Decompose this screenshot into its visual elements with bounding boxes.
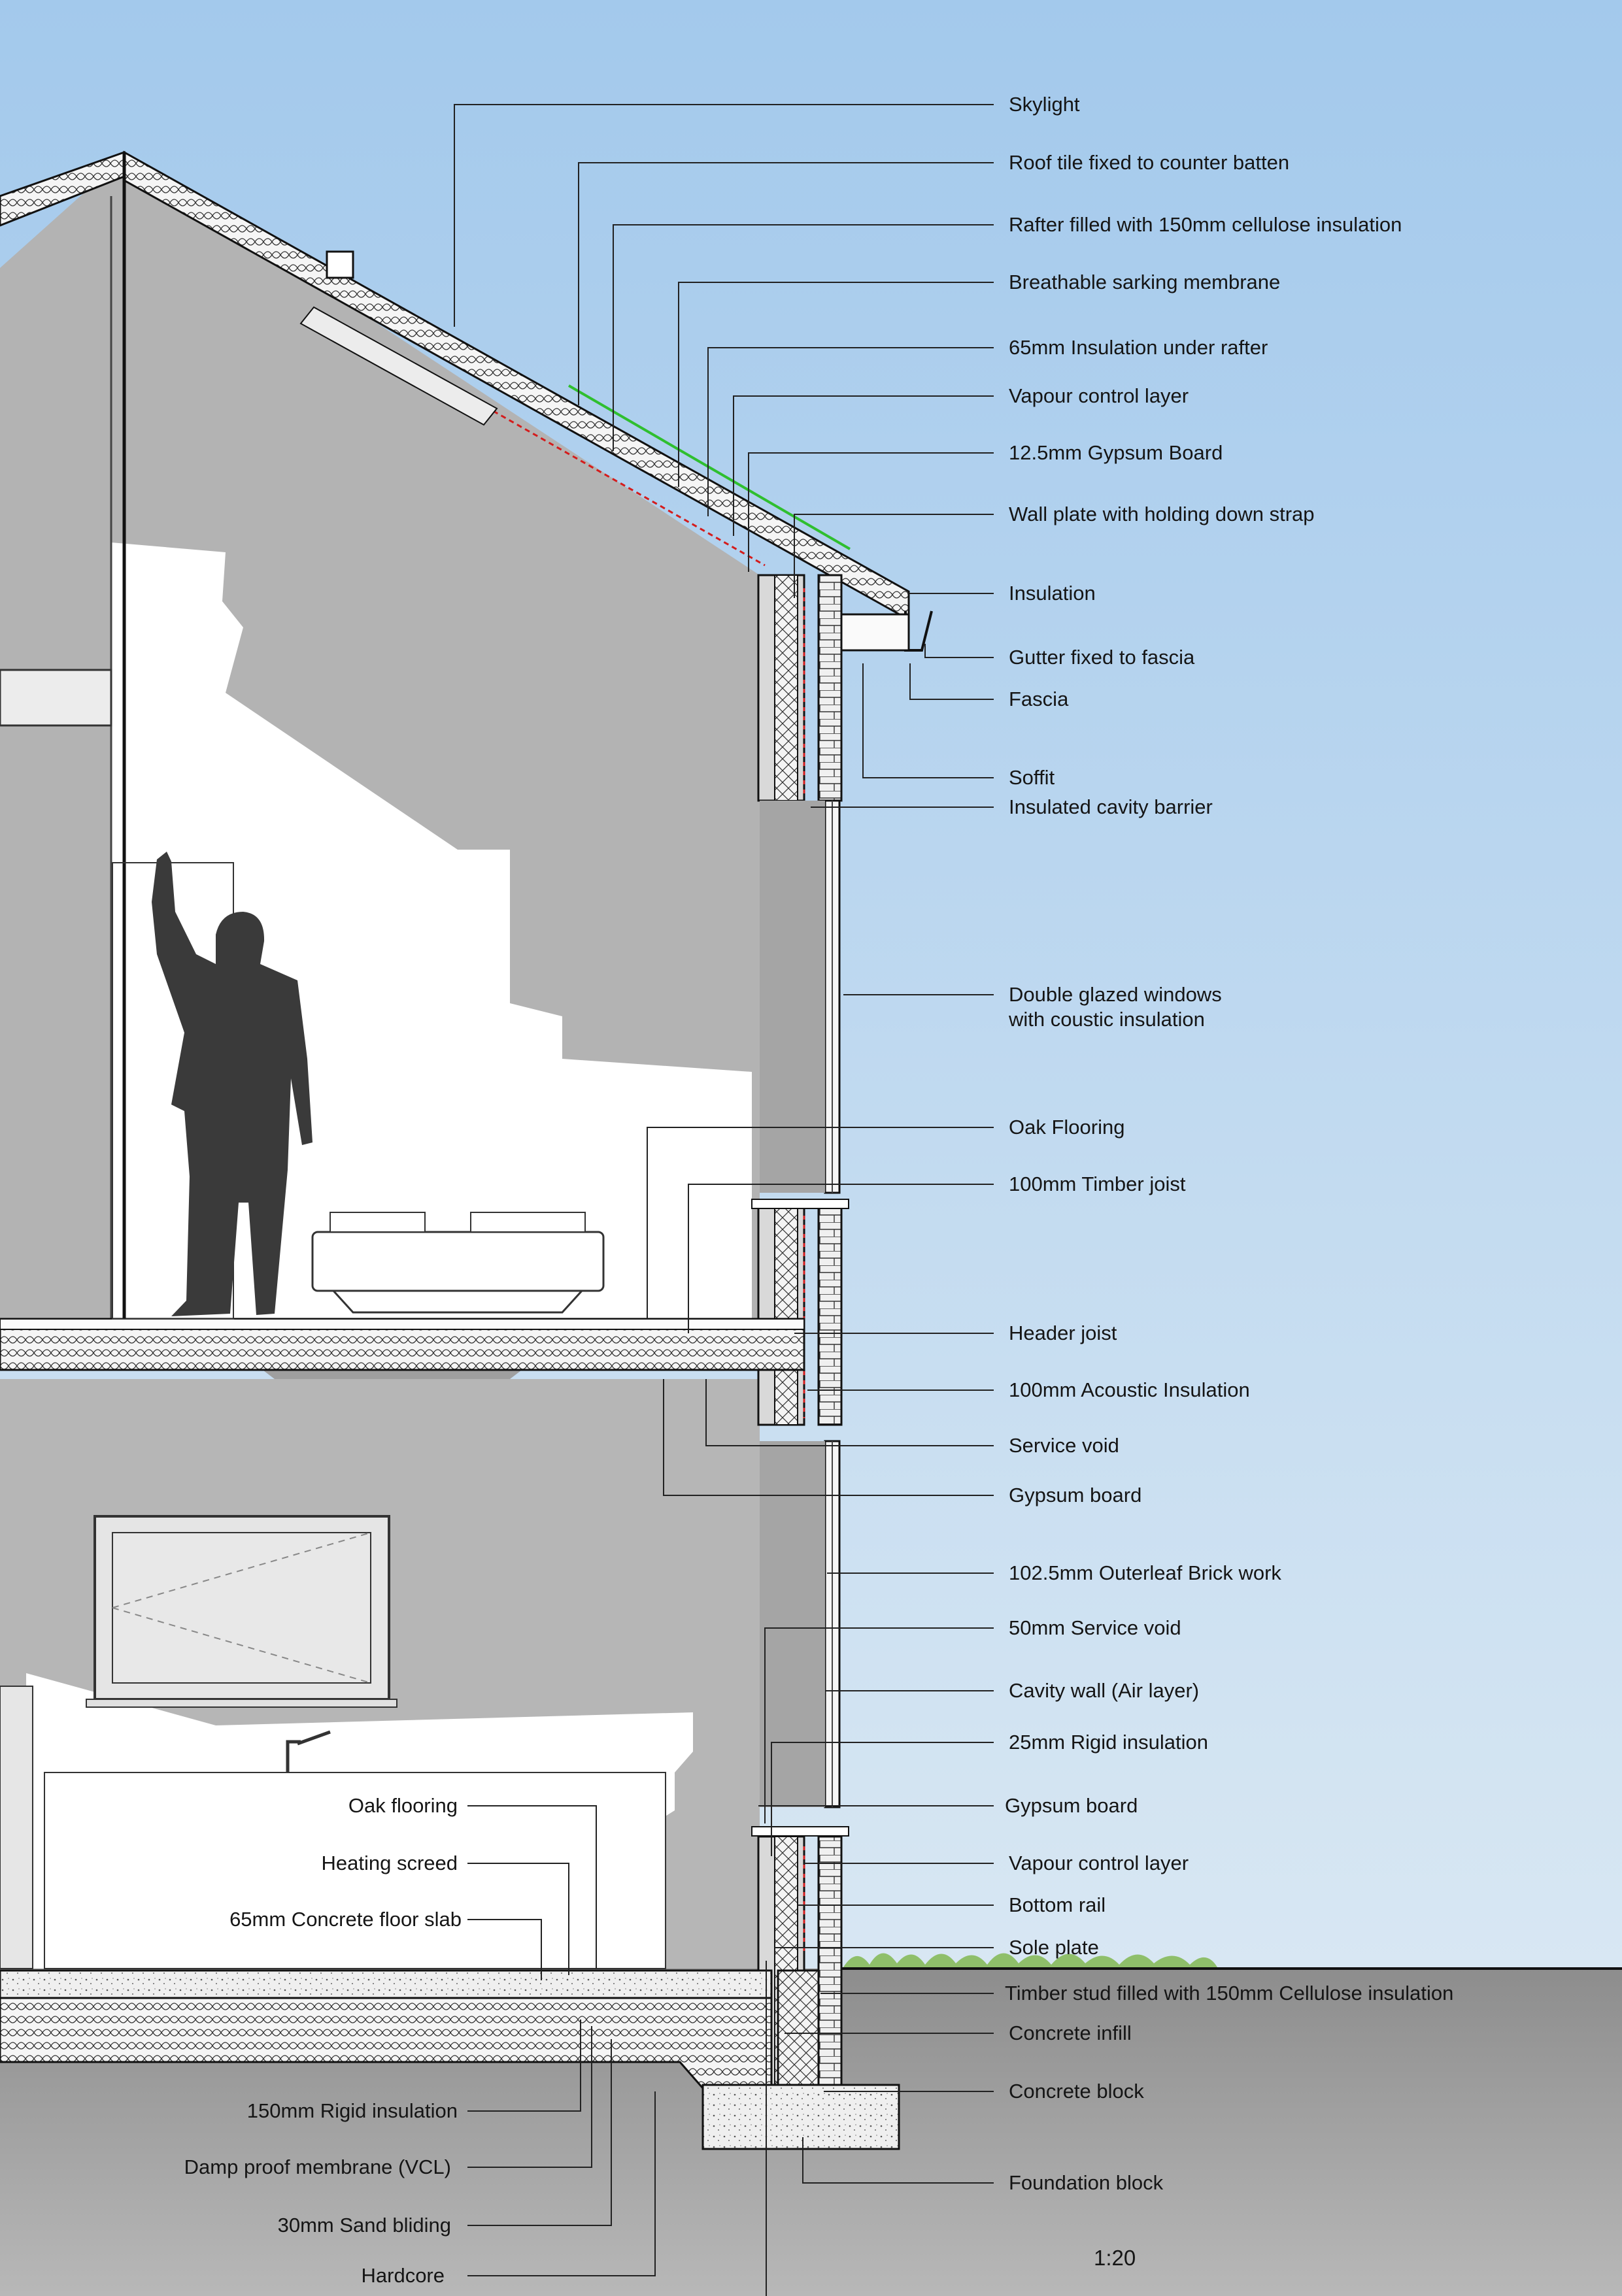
label-sarking: Breathable sarking membrane xyxy=(1009,271,1281,293)
label-soffit: Soffit xyxy=(1009,766,1055,789)
label-concrete-infill: Concrete infill xyxy=(1009,2021,1132,2044)
label-heating-screed: Heating screed xyxy=(321,1852,458,1874)
label-wall-plate: Wall plate with holding down strap xyxy=(1009,503,1315,525)
label-header-joist: Header joist xyxy=(1009,1322,1117,1344)
label-cavity-barrier: Insulated cavity barrier xyxy=(1009,795,1213,818)
lower-brick xyxy=(819,1837,841,2085)
label-oak-flooring-ground: Oak flooring xyxy=(348,1794,458,1817)
label-gypsum-board-ceiling: Gypsum board xyxy=(1009,1484,1142,1506)
label-concrete-block: Concrete block xyxy=(1009,2080,1144,2103)
label-insulation: Insulation xyxy=(1009,582,1096,605)
middle-brick xyxy=(819,1206,841,1425)
label-sand-blinding: 30mm Sand bliding xyxy=(277,2214,451,2237)
upper-brick xyxy=(819,575,841,801)
label-concrete-slab: 65mm Concrete floor slab xyxy=(229,1908,462,1931)
label-gypsum-board-roof: 12.5mm Gypsum Board xyxy=(1009,441,1223,464)
label-acoustic-insulation: 100mm Acoustic Insulation xyxy=(1009,1378,1250,1401)
label-timber-joist: 100mm Timber joist xyxy=(1009,1173,1186,1195)
label-brickwork: 102.5mm Outerleaf Brick work xyxy=(1009,1561,1281,1584)
label-cavity-wall: Cavity wall (Air layer) xyxy=(1009,1679,1200,1702)
label-service-void-50: 50mm Service void xyxy=(1009,1616,1181,1639)
scale-label: 1:20 xyxy=(1094,2246,1136,2270)
label-insulation-under-rafter: 65mm Insulation under rafter xyxy=(1009,336,1268,359)
label-timber-stud: Timber stud filled with 150mm Cellulose insulation xyxy=(1005,1982,1454,2005)
label-roof-tile: Roof tile fixed to counter batten xyxy=(1009,151,1290,174)
label-sole-plate: Sole plate xyxy=(1009,1936,1099,1959)
ground-slab xyxy=(0,1971,771,1998)
label-oak-flooring-upper: Oak Flooring xyxy=(1009,1116,1125,1139)
label-fascia: Fascia xyxy=(1009,688,1069,710)
label-gutter: Gutter fixed to fascia xyxy=(1009,646,1195,669)
label-service-void: Service void xyxy=(1009,1434,1119,1457)
label-vapour-control-wall: Vapour control layer xyxy=(1009,1852,1189,1874)
label-gypsum-board-wall: Gypsum board xyxy=(1005,1794,1138,1817)
label-foundation-block: Foundation block xyxy=(1009,2171,1164,2194)
label-rafter: Rafter filled with 150mm cellulose insulation xyxy=(1009,213,1402,236)
label-double-glazed: Double glazed windows with coustic insulation xyxy=(1009,983,1222,1031)
label-hardcore: Hardcore xyxy=(361,2264,445,2287)
foundation-block xyxy=(703,2085,899,2149)
label-rigid-insulation-150: 150mm Rigid insulation xyxy=(246,2099,458,2122)
label-rigid-insulation-25: 25mm Rigid insulation xyxy=(1009,1731,1208,1754)
label-skylight: Skylight xyxy=(1009,93,1080,116)
label-bottom-rail: Bottom rail xyxy=(1009,1893,1106,1916)
label-vapour-control-roof: Vapour control layer xyxy=(1009,384,1189,407)
label-damp-proof-membrane: Damp proof membrane (VCL) xyxy=(184,2155,451,2178)
